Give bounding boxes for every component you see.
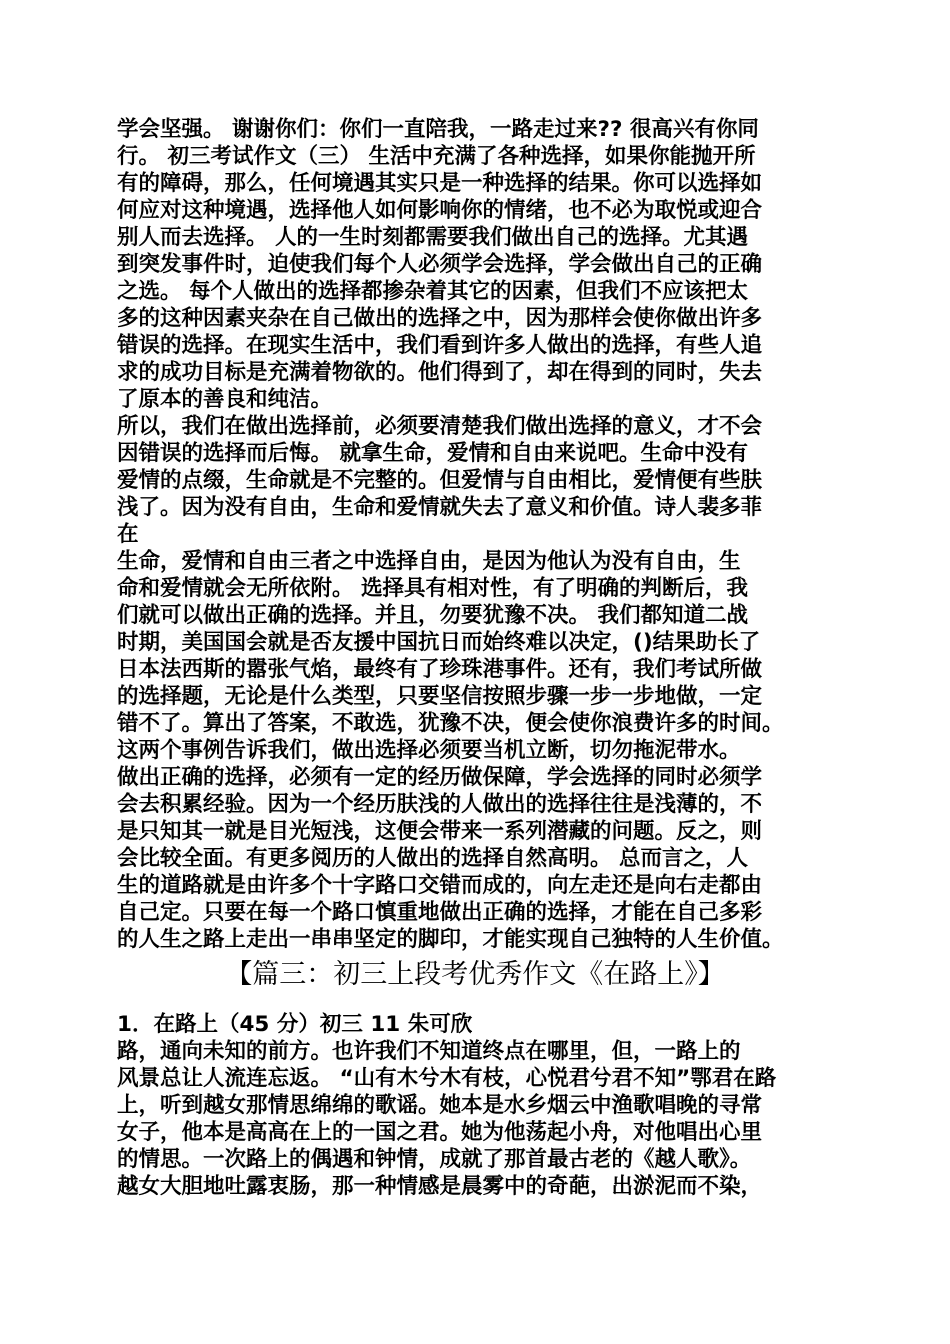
text-line: 自己定。只要在每一个路口慎重地做出正确的选择，才能在自己多彩	[117, 900, 763, 925]
text-line: 风景总让人流连忘返。 “山有木兮木有枝，心悦君兮君不知”鄂君在路	[117, 1066, 777, 1091]
text-line: 多的这种因素夹杂在自己做出的选择之中，因为那样会使你做出许多	[117, 306, 763, 331]
text-line: 会去积累经验。因为一个经历肤浅的人做出的选择往往是浅薄的，不	[117, 792, 763, 817]
text-line: 行。 初三考试作文（三） 生活中充满了各种选择，如果你能抛开所	[117, 144, 756, 169]
text-line: 这两个事例告诉我们，做出选择必须要当机立断，切勿拖泥带水。	[117, 738, 741, 763]
text-line: 命和爱情就会无所依附。 选择具有相对性，有了明确的判断后，我	[117, 576, 748, 601]
text-line: 的情思。一次路上的偶遇和钟情，成就了那首最古老的《越人歌》。	[117, 1147, 752, 1172]
text-line: 错误的选择。在现实生活中，我们看到许多人做出的选择，有些人追	[117, 333, 763, 358]
text-line: 别人而去选择。 人的一生时刻都需要我们做出自己的选择。尤其遇	[117, 225, 748, 250]
text-line: 错不了。算出了答案，不敢选，犹豫不决，便会使你浪费许多的时间。	[117, 711, 784, 736]
text-line: 路，通向未知的前方。也许我们不知道终点在哪里，但，一路上的	[117, 1039, 741, 1064]
essay-part-one	[117, 116, 847, 953]
text-line: 求的成功目标是充满着物欲的。他们得到了，却在得到的同时，失去	[117, 360, 763, 385]
text-line: 有的障碍，那么，任何境遇其实只是一种选择的结果。你可以选择如	[117, 171, 763, 196]
text-line: 做出正确的选择，必须有一定的经历做保障，学会选择的同时必须学	[117, 765, 763, 790]
text-line: 1．在路上（45 分）初三 11 朱可欣	[117, 1012, 473, 1037]
text-line: 学会坚强。 谢谢你们：你们一直陪我，一路走过来?? 很高兴有你同	[117, 117, 759, 142]
text-line: 生的道路就是由许多个十字路口交错而成的，向左走还是向右走都由	[117, 873, 763, 898]
text-line: 的选择题，无论是什么类型，只要坚信按照步骤一步一步地做，一定	[117, 684, 763, 709]
text-line: 会比较全面。有更多阅历的人做出的选择自然高明。 总而言之，人	[117, 846, 748, 871]
text-line: 因错误的选择而后悔。 就拿生命，爱情和自由来说吧。生命中没有	[117, 441, 748, 466]
text-line: 上，听到越女那情思绵绵的歌谣。她本是水乡烟云中渔歌唱晚的寻常	[117, 1093, 763, 1118]
text-line: 所以，我们在做出选择前，必须要清楚我们做出选择的意义，才不会	[117, 414, 763, 439]
section-heading: 【篇三：初三上段考优秀作文《在路上》】	[225, 959, 725, 990]
text-line: 何应对这种境遇，选择他人如何影响你的情绪，也不必为取悦或迎合	[117, 198, 763, 223]
text-line: 女子，他本是高高在上的一国之君。她为他荡起小舟，对他唱出心里	[117, 1120, 763, 1145]
text-line: 生命，爱情和自由三者之中选择自由，是因为他认为没有自由，生	[117, 549, 741, 574]
text-line: 了原本的善良和纯洁。	[117, 387, 333, 412]
essay-part-two	[117, 1011, 847, 1200]
text-line: 的人生之路上走出一串串坚定的脚印，才能实现自己独特的人生价值。	[117, 927, 784, 952]
text-line: 浅了。因为没有自由，生命和爱情就失去了意义和价值。诗人裴多菲	[117, 495, 763, 520]
text-line: 日本法西斯的嚣张气焰，最终有了珍珠港事件。还有，我们考试所做	[117, 657, 763, 682]
text-line: 时期，美国国会就是否友援中国抗日而始终难以决定，()结果助长了	[117, 630, 761, 655]
text-line: 们就可以做出正确的选择。并且，勿要犹豫不决。 我们都知道二战	[117, 603, 748, 628]
text-line: 在	[117, 522, 139, 547]
text-line: 是只知其一就是目光短浅，这便会带来一系列潜藏的问题。反之，则	[117, 819, 763, 844]
text-line: 到突发事件时，迫使我们每个人必须学会选择，学会做出自己的正确	[117, 252, 763, 277]
document-body	[117, 116, 847, 1200]
text-line: 爱情的点缀，生命就是不完整的。但爱情与自由相比，爱情便有些肤	[117, 468, 763, 493]
text-line: 越女大胆地吐露衷肠，那一种情感是晨雾中的奇葩，出淤泥而不染，	[117, 1174, 763, 1199]
text-line: 之选。 每个人做出的选择都掺杂着其它的因素，但我们不应该把太	[117, 279, 748, 304]
